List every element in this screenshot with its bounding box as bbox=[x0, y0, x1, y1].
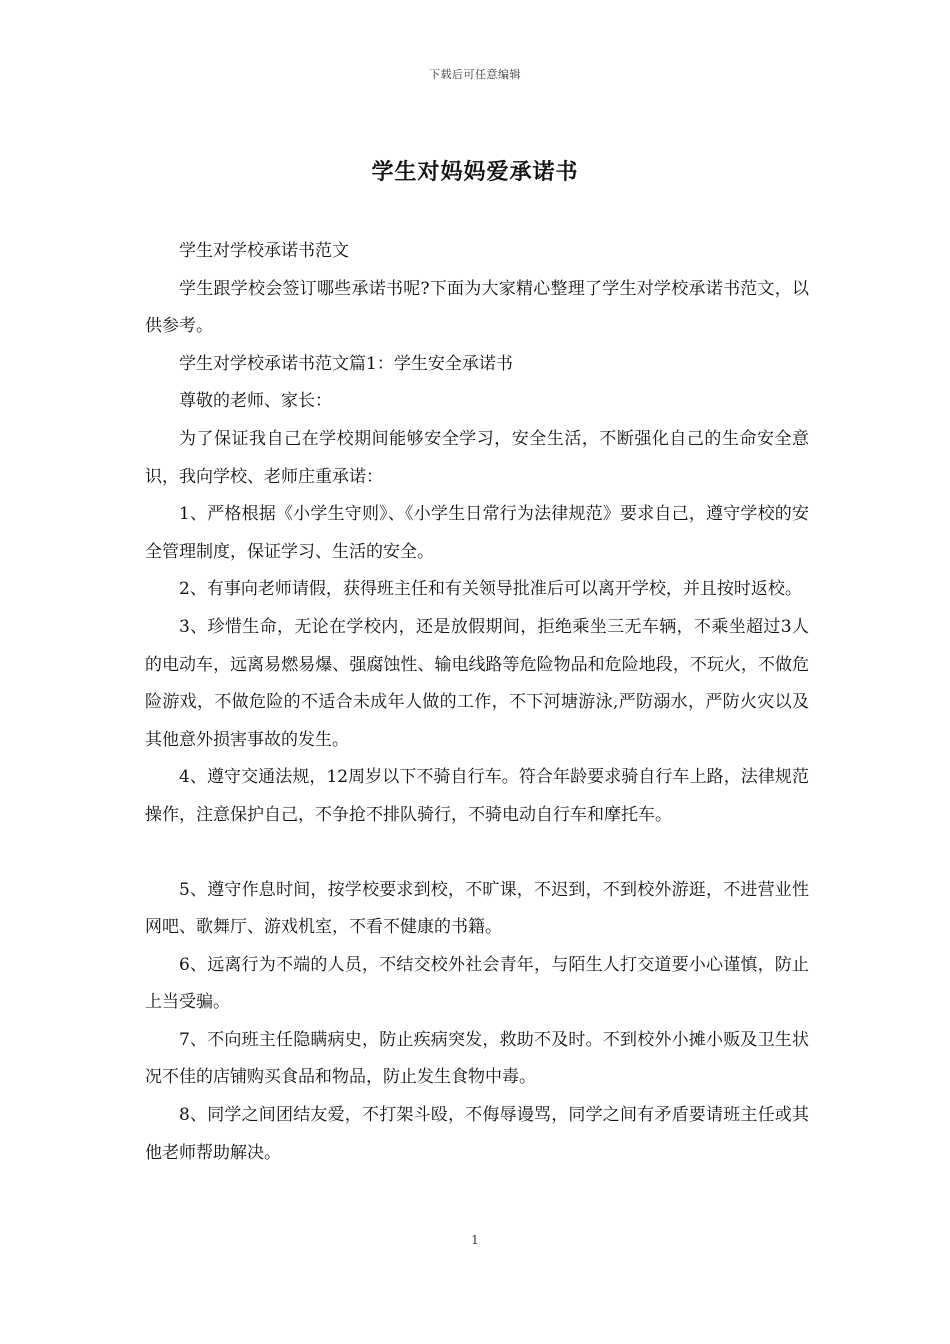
paragraph-heading: 学生对学校承诺书范文 bbox=[179, 241, 349, 261]
paragraph-item-3: 3、珍惜生命，无论在学校内，还是放假期间，拒绝乘坐三无车辆，不乘坐超过3人的电动车，远离易燃易爆、强腐蚀性、输电线路等危险物品和危险地段，不玩火，不做危险游戏，不做危险的不适合未成年人做的工作，不下河塘游泳,严防溺水，严防火灾以及其他意外损害事故的发生。 bbox=[145, 616, 809, 750]
paragraph-intro: 学生跟学校会签订哪些承诺书呢?下面为大家精心整理了学生对学校承诺书范文，以供参考。 bbox=[145, 278, 809, 337]
document-title: 学生对妈妈爱承诺书 bbox=[371, 159, 579, 185]
paragraph-item-5: 5、遵守作息时间，按学校要求到校，不旷课，不迟到，不到校外游逛，不进营业性网吧、歌舞厅、游戏机室，不看不健康的书籍。 bbox=[145, 879, 809, 938]
paragraph-item-6: 6、远离行为不端的人员，不结交校外社会青年，与陌生人打交道要小心谨慎，防止上当受骗。 bbox=[145, 954, 809, 1013]
paragraph-salutation: 尊敬的老师、家长： bbox=[179, 391, 332, 412]
paragraph-preamble: 为了保证我自己在学校期间能够安全学习，安全生活，不断强化自己的生命安全意识，我向学校、老师庄重承诺： bbox=[145, 428, 809, 487]
paragraph-section-title: 学生对学校承诺书范文篇1：学生安全承诺书 bbox=[179, 353, 513, 374]
paragraph-item-1: 1、严格根据《小学生守则》、《小学生日常行为法律规范》要求自己，遵守学校的安全管理制度，保证学习、生活的安全。 bbox=[145, 504, 809, 562]
paragraph-item-8: 8、同学之间团结友爱，不打架斗殴，不侮辱谩骂，同学之间有矛盾要请班主任或其他老师帮助解决。 bbox=[145, 1105, 809, 1163]
paragraph-item-7: 7、不向班主任隐瞒病史，防止疾病突发，救助不及时。不到校外小摊小贩及卫生状况不佳的店铺购买食品和物品，防止发生食物中毒。 bbox=[145, 1029, 809, 1088]
paragraph-item-4: 4、遵守交通法规，12周岁以下不骑自行车。符合年龄要求骑自行车上路，法律规范操作，注意保护自己，不争抢不排队骑行，不骑电动自行车和摩托车。 bbox=[145, 767, 809, 825]
page-header-note: 下载后可任意编辑 bbox=[429, 68, 521, 81]
page-number: 1 bbox=[471, 1233, 479, 1247]
document-body bbox=[145, 233, 809, 1172]
paragraph-item-2: 2、有事向老师请假，获得班主任和有关领导批准后可以离开学校，并且按时返校。 bbox=[179, 579, 802, 600]
